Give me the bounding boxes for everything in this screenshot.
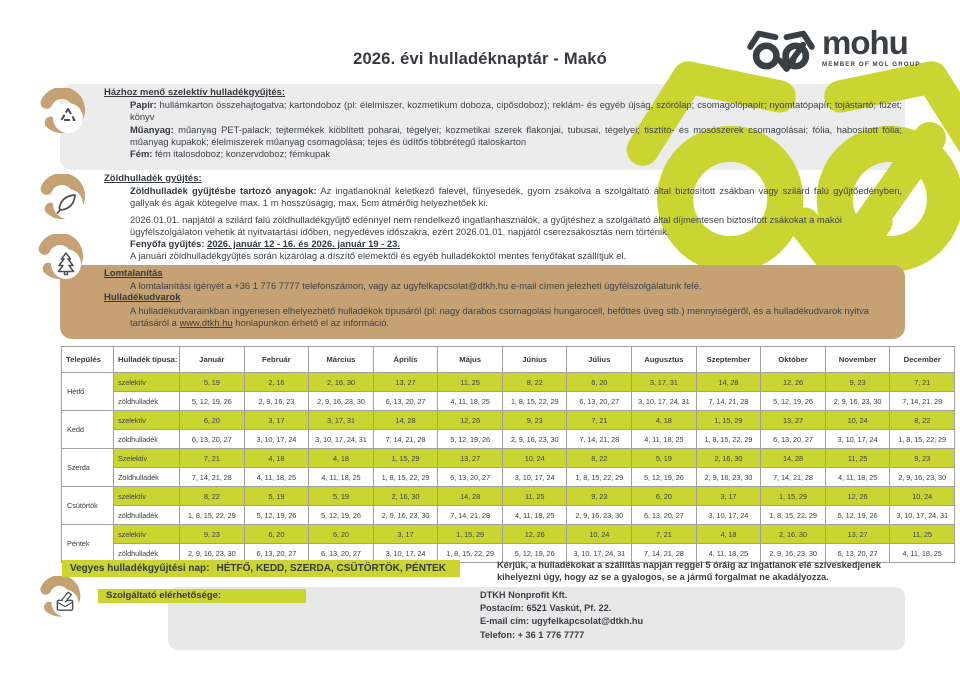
- selective-dates-cell: 5, 19: [632, 449, 697, 468]
- plastic-item: [130, 124, 902, 148]
- selective-dates-cell: 13, 27: [373, 373, 438, 392]
- selective-dates-cell: 5, 19: [180, 373, 245, 392]
- green-type-cell: zöldhulladék: [114, 392, 180, 411]
- plastic-text: műanyag PET-palack; tejtermékek kiöblített poharai, tégelyei; kozmetikai szerek flakonjai, tubusai, tégelyei; tisztító- és mosószerek csomagolásai; fólia, habosított fólia; műanyag kupakok; élelmiszerek műanyag csomagolása; tejes és üdítős többrétegű italoskarton: [130, 123, 902, 147]
- selective-dates-cell: 14, 28: [696, 373, 761, 392]
- selective-dates-cell: 12, 26: [761, 373, 826, 392]
- pine-dates: 2026. január 12 - 16. és 2026. január 19 - 23.: [207, 238, 400, 250]
- selective-type-cell: szelektív: [114, 411, 180, 430]
- selective-dates-cell: 1, 15, 29: [438, 525, 503, 544]
- contact-line: Telefon: + 36 1 776 7777: [480, 629, 585, 640]
- green-dates-cell: 4, 11, 18, 25: [890, 544, 955, 563]
- month-header: November: [825, 347, 890, 373]
- metal-text: fém italosdoboz; konzervdoboz; fémkupak: [155, 148, 331, 160]
- green-dates-cell: 6, 13, 20, 27: [309, 544, 374, 563]
- selective-dates-cell: 7, 21: [567, 411, 632, 430]
- green-type-cell: zöldhulladék: [114, 506, 180, 525]
- green-dates-cell: 1, 8, 15, 22, 29: [438, 544, 503, 563]
- selective-dates-cell: 10, 24: [825, 411, 890, 430]
- selective-dates-cell: 6, 20: [632, 487, 697, 506]
- selective-dates-cell: 2, 16, 30: [373, 487, 438, 506]
- selective-dates-cell: 11, 25: [825, 449, 890, 468]
- table-row: [62, 525, 955, 544]
- selective-dates-cell: 3, 17, 31: [309, 411, 374, 430]
- green-dates-cell: 5, 12, 19, 26: [180, 392, 245, 411]
- selective-dates-cell: 7, 21: [890, 373, 955, 392]
- selective-dates-cell: 10, 24: [567, 525, 632, 544]
- green-dates-cell: 4, 11, 18, 25: [438, 392, 503, 411]
- selective-dates-cell: 10, 24: [890, 487, 955, 506]
- day-cell: Hétfő: [62, 373, 114, 411]
- green-dates-cell: 2, 9, 16, 23, 30: [309, 392, 374, 411]
- green-dates-cell: 5, 12, 19, 26: [502, 544, 567, 563]
- selective-dates-cell: 14, 28: [373, 411, 438, 430]
- green-dates-cell: 7, 14, 21, 28: [438, 506, 503, 525]
- selective-dates-cell: 7, 21: [180, 449, 245, 468]
- selective-dates-cell: 3, 17: [373, 525, 438, 544]
- selective-dates-cell: 2, 16, 30: [696, 449, 761, 468]
- table-row: [62, 468, 955, 487]
- green-dates-cell: 6, 13, 20, 27: [438, 468, 503, 487]
- selective-dates-cell: 6, 20: [244, 525, 309, 544]
- pine-tree-icon: [36, 234, 88, 291]
- green-dates-cell: 4, 11, 18, 25: [696, 544, 761, 563]
- green-heading: Zöldhulladék gyűjtés:: [104, 173, 202, 184]
- paper-text: hullámkarton összehajtogatva; kartondoboz (pl: élelmiszer, kozmetikum doboza, cipősdoboz); reklám- és egyéb újság, szórólap; csomagolópapír; nyomtatópapír; tojástartó; füzet; könyv: [130, 99, 902, 123]
- day-cell: Csütörtök: [62, 487, 114, 525]
- green-dates-cell: 2, 9, 16, 23: [244, 392, 309, 411]
- selective-dates-cell: 11, 25: [438, 373, 503, 392]
- selective-type-cell: szelektív: [114, 373, 180, 392]
- month-header: Április: [373, 347, 438, 373]
- green-dates-cell: 2, 9, 16, 23, 30: [890, 468, 955, 487]
- green-dates-cell: 3, 10, 17, 24, 31: [632, 392, 697, 411]
- paper-item: [130, 99, 902, 123]
- month-header: Július: [567, 347, 632, 373]
- green-type-cell: zöldhulladék: [114, 430, 180, 449]
- green-dates-cell: 6, 13, 20, 27: [180, 430, 245, 449]
- yards-text-after: honlapunkon érhető el az információ.: [232, 316, 390, 328]
- green-materials-text: Az ingatlanoknál keletkező falevél, fűnyesedék, gyom zsákolva a szolgáltató által biztosított zsákban vagy szilárd falú gyűjtőedényben, gallyak és ágak kötegelve max. 1 m hosszúságig, max. 5cm átmérőig helyezhetőek ki.: [130, 185, 903, 209]
- month-header: Június: [502, 347, 567, 373]
- selective-dates-cell: 2, 16: [244, 373, 309, 392]
- month-header: Május: [438, 347, 503, 373]
- green-dates-cell: 2, 9, 16, 23, 30: [180, 544, 245, 563]
- green-dates-cell: 4, 11, 18, 25: [825, 468, 890, 487]
- contact-info: [480, 589, 643, 642]
- leaf-icon: [38, 174, 90, 231]
- brand-tagline: MEMBER OF MOL GROUP: [822, 61, 921, 68]
- table-row: [62, 392, 955, 411]
- provider-contact-label: Szolgáltató elérhetősége:: [98, 589, 306, 603]
- selective-dates-cell: 1, 15, 29: [373, 449, 438, 468]
- selective-dates-cell: 9, 23: [890, 449, 955, 468]
- selective-dates-cell: 12, 26: [502, 525, 567, 544]
- green-dates-cell: 3, 10, 17, 24: [825, 430, 890, 449]
- month-header: Február: [244, 347, 309, 373]
- green-dates-cell: 5, 12, 19, 26: [825, 506, 890, 525]
- selective-dates-cell: 1, 15, 29: [761, 487, 826, 506]
- contact-line: Postacím: 6521 Vaskút, Pf. 22.: [480, 603, 612, 614]
- paper-label: Papír:: [130, 99, 157, 111]
- selective-dates-cell: 13, 27: [761, 411, 826, 430]
- mixed-waste-label: Vegyes hulladékgyűjtési nap:: [70, 563, 210, 574]
- green-dates-cell: 2, 9, 16, 23, 30: [502, 430, 567, 449]
- contact-line: DTKH Nonprofit Kft.: [480, 590, 568, 600]
- selective-dates-cell: 2, 16, 30: [309, 373, 374, 392]
- brand-name: mohu: [822, 24, 908, 61]
- selective-dates-cell: 12, 26: [438, 411, 503, 430]
- selective-dates-cell: 9, 23: [502, 411, 567, 430]
- green-dates-cell: 1, 8, 15, 22, 29: [180, 506, 245, 525]
- green-dates-cell: 1, 8, 15, 22, 29: [567, 468, 632, 487]
- pine-note: A januári zöldhulladékgyűjtés során kizárólag a díszítő elemektől és egyéb hulladékoktól mentes fenyőfákat szállítjuk el.: [130, 250, 627, 262]
- selective-dates-cell: 9, 23: [825, 373, 890, 392]
- green-dates-cell: 5, 12, 19, 26: [244, 506, 309, 525]
- table-row: [62, 506, 955, 525]
- selective-dates-cell: 1, 15, 29: [696, 411, 761, 430]
- selective-type-cell: Szelektív: [114, 449, 180, 468]
- selective-section: [104, 87, 902, 160]
- green-dates-cell: 6, 13, 20, 27: [244, 544, 309, 563]
- green-dates-cell: 2, 9, 16, 23, 30: [825, 392, 890, 411]
- green-dates-cell: 5, 12, 19, 26: [309, 506, 374, 525]
- green-dates-cell: 7, 14, 21, 28: [890, 392, 955, 411]
- selective-type-cell: szelektív: [114, 487, 180, 506]
- pine-label: Fenyőfa gyűjtés:: [130, 238, 205, 250]
- green-dates-cell: 3, 10, 17, 24, 31: [309, 430, 374, 449]
- selective-dates-cell: 3, 17: [244, 411, 309, 430]
- yards-text-before: A hulladékudvarainkban ingyenesen elhelyezhető hulladékok típusáról (pl: nagy darabos csomagolási hungarocell, befőttes üveg stb.) mennyiségéről, és a hulladékudvarok nyitva tartásáról a: [130, 304, 870, 328]
- placement-note: Kérjük, a hulladékokat a szállítás napján reggel 5 óráig az ingatlanok elé szíveskedjenek kihelyezni úgy, hogy az se a gyalogos, se a jármű forgalmat ne akadályozza.: [497, 560, 881, 582]
- green-dates-cell: 1, 8, 15, 22, 29: [373, 468, 438, 487]
- settlement-header: Település: [62, 347, 114, 373]
- green-dates-cell: 5, 12, 19, 26: [761, 392, 826, 411]
- selective-dates-cell: 5, 19: [244, 487, 309, 506]
- month-header: Március: [309, 347, 374, 373]
- table-row: [62, 487, 955, 506]
- green-dates-cell: 2, 9, 16, 23, 30: [696, 468, 761, 487]
- selective-dates-cell: 14, 28: [438, 487, 503, 506]
- table-row: [62, 449, 955, 468]
- green-dates-cell: 2, 9, 16, 23, 30: [373, 506, 438, 525]
- day-cell: Kedd: [62, 411, 114, 449]
- selective-dates-cell: 8, 22: [567, 449, 632, 468]
- selective-type-cell: szelektív: [114, 525, 180, 544]
- selective-heading: Házhoz menő szelektív hulladékgyűjtés:: [104, 87, 286, 98]
- green-dates-cell: 2, 9, 16, 23, 30: [761, 544, 826, 563]
- green-dates-cell: 2, 9, 16, 23, 30: [567, 506, 632, 525]
- green-dates-cell: 4, 11, 18, 25: [502, 506, 567, 525]
- green-materials-label: Zöldhulladék gyűjtésbe tartozó anyagok:: [130, 185, 317, 197]
- green-dates-cell: 4, 11, 18, 25: [632, 430, 697, 449]
- selective-dates-cell: 3, 17: [696, 487, 761, 506]
- mixed-waste-day-bar: [62, 560, 460, 577]
- selective-dates-cell: 7, 21: [632, 525, 697, 544]
- contact-line: E-mail cím: ugyfelkapcsolat@dtkh.hu: [480, 616, 644, 627]
- table-row: [62, 373, 955, 392]
- green-dates-cell: 1, 8, 15, 22, 29: [502, 392, 567, 411]
- yards-heading: Hulladékudvarok: [104, 292, 181, 304]
- month-header: Augusztus: [632, 347, 697, 373]
- selective-dates-cell: 4, 18: [696, 525, 761, 544]
- yards-text: [130, 305, 902, 329]
- table-row: [62, 430, 955, 449]
- selective-dates-cell: 6, 20: [180, 411, 245, 430]
- green-dates-cell: 6, 13, 20, 27: [761, 430, 826, 449]
- recycle-icon: [38, 88, 90, 145]
- green-dates-cell: 1, 8, 15, 22, 29: [890, 430, 955, 449]
- green-dates-cell: 4, 11, 18, 25: [244, 468, 309, 487]
- green-dates-cell: 6, 13, 20, 27: [825, 544, 890, 563]
- owl-icon: [746, 28, 816, 77]
- green-dates-cell: 5, 12, 19, 26: [438, 430, 503, 449]
- selective-dates-cell: 10, 24: [502, 449, 567, 468]
- selective-dates-cell: 11, 25: [890, 525, 955, 544]
- green-dates-cell: 5, 12, 19, 26: [632, 468, 697, 487]
- selective-dates-cell: 9, 23: [180, 525, 245, 544]
- green-dates-cell: 7, 14, 21, 28: [632, 544, 697, 563]
- green-dates-cell: 4, 11, 18, 25: [309, 468, 374, 487]
- bulky-heading: Lomtalanítás: [104, 268, 163, 279]
- selective-dates-cell: 12, 26: [825, 487, 890, 506]
- selective-dates-cell: 11, 25: [502, 487, 567, 506]
- bulky-section: [104, 268, 902, 329]
- green-dates-cell: 6, 13, 20, 27: [373, 392, 438, 411]
- selective-dates-cell: 8, 22: [890, 411, 955, 430]
- green-dates-cell: 1, 8, 15, 22, 29: [761, 506, 826, 525]
- table-header-row: [62, 347, 955, 373]
- selective-dates-cell: 5, 19: [309, 487, 374, 506]
- collection-table: [61, 346, 955, 563]
- metal-label: Fém:: [130, 148, 153, 160]
- mixed-waste-days: HÉTFŐ, KEDD, SZERDA, CSÜTÖRTÖK, PÉNTEK: [216, 563, 446, 574]
- month-header: December: [890, 347, 955, 373]
- page-title: 2026. évi hulladéknaptár - Makó: [353, 50, 607, 68]
- plastic-label: Műanyag:: [130, 123, 174, 135]
- green-materials: [130, 185, 902, 209]
- waste-type-header: Hulladék típusa:: [114, 347, 180, 373]
- selective-dates-cell: 8, 22: [180, 487, 245, 506]
- table-row: [62, 411, 955, 430]
- pine-collection-line: [130, 238, 902, 250]
- green-dates-cell: 1, 8, 15, 22, 29: [696, 430, 761, 449]
- green-waste-section: [104, 173, 902, 262]
- mohu-logo: [746, 24, 921, 77]
- selective-dates-cell: 6, 20: [309, 525, 374, 544]
- green-dates-cell: 6, 13, 20, 27: [632, 506, 697, 525]
- dtkh-website-link[interactable]: www.dtkh.hu: [179, 316, 233, 328]
- green-dates-cell: 3, 10, 17, 24: [244, 430, 309, 449]
- green-type-cell: zöldhulladék: [114, 544, 180, 563]
- bulky-text: A lomtalanítási igényét a +36 1 776 7777 telefonszámon, vagy az ugyfelkapcsolat@dtkh.hu e-mail címen jelezheti ügyfélszolgálatunk felé.: [130, 280, 702, 292]
- selective-dates-cell: 4, 18: [244, 449, 309, 468]
- envelope-pencil-icon: [38, 576, 85, 627]
- month-header: Január: [180, 347, 245, 373]
- green-type-cell: Zöldhulladék: [114, 468, 180, 487]
- green-dates-cell: 7, 14, 21, 28: [567, 430, 632, 449]
- selective-dates-cell: 8, 22: [502, 373, 567, 392]
- selective-dates-cell: 6, 20: [567, 373, 632, 392]
- month-header: Szeptember: [696, 347, 761, 373]
- green-dates-cell: 6, 13, 20, 27: [567, 392, 632, 411]
- day-cell: Péntek: [62, 525, 114, 563]
- metal-item: [130, 148, 902, 160]
- selective-dates-cell: 9, 23: [567, 487, 632, 506]
- green-dates-cell: 3, 10, 17, 24: [696, 506, 761, 525]
- green-dates-cell: 3, 10, 17, 24: [373, 544, 438, 563]
- month-header: Október: [761, 347, 826, 373]
- green-dates-cell: 3, 10, 17, 24: [502, 468, 567, 487]
- green-dates-cell: 3, 10, 17, 24, 31: [890, 506, 955, 525]
- green-dates-cell: 7, 14, 21, 28: [373, 430, 438, 449]
- selective-dates-cell: 4, 18: [309, 449, 374, 468]
- selective-dates-cell: 14, 28: [761, 449, 826, 468]
- selective-dates-cell: 13, 27: [438, 449, 503, 468]
- green-dates-cell: 7, 14, 21, 28: [696, 392, 761, 411]
- selective-dates-cell: 13, 27: [825, 525, 890, 544]
- selective-dates-cell: 3, 17, 31: [632, 373, 697, 392]
- green-bag-note: 2026.01.01. napjától a szilárd falú zöldhulladékgyűjtő edénnyel nem rendelkező ingatlanhasználók, a gyűjtéshez a szolgáltató által díjmentesen biztosított zsákokat a makói ügyfélszolgálaton vehetik át nyitvatartási időben, negyedéves időszakra, ezért 2026.01.01. napjától cserezsákosztás nem történik.: [130, 213, 842, 237]
- green-dates-cell: 7, 14, 21, 28: [180, 468, 245, 487]
- day-cell: Szerda: [62, 449, 114, 487]
- selective-dates-cell: 4, 18: [632, 411, 697, 430]
- selective-dates-cell: 2, 16, 30: [761, 525, 826, 544]
- green-dates-cell: 3, 10, 17, 24, 31: [567, 544, 632, 563]
- green-dates-cell: 7, 14, 21, 28: [761, 468, 826, 487]
